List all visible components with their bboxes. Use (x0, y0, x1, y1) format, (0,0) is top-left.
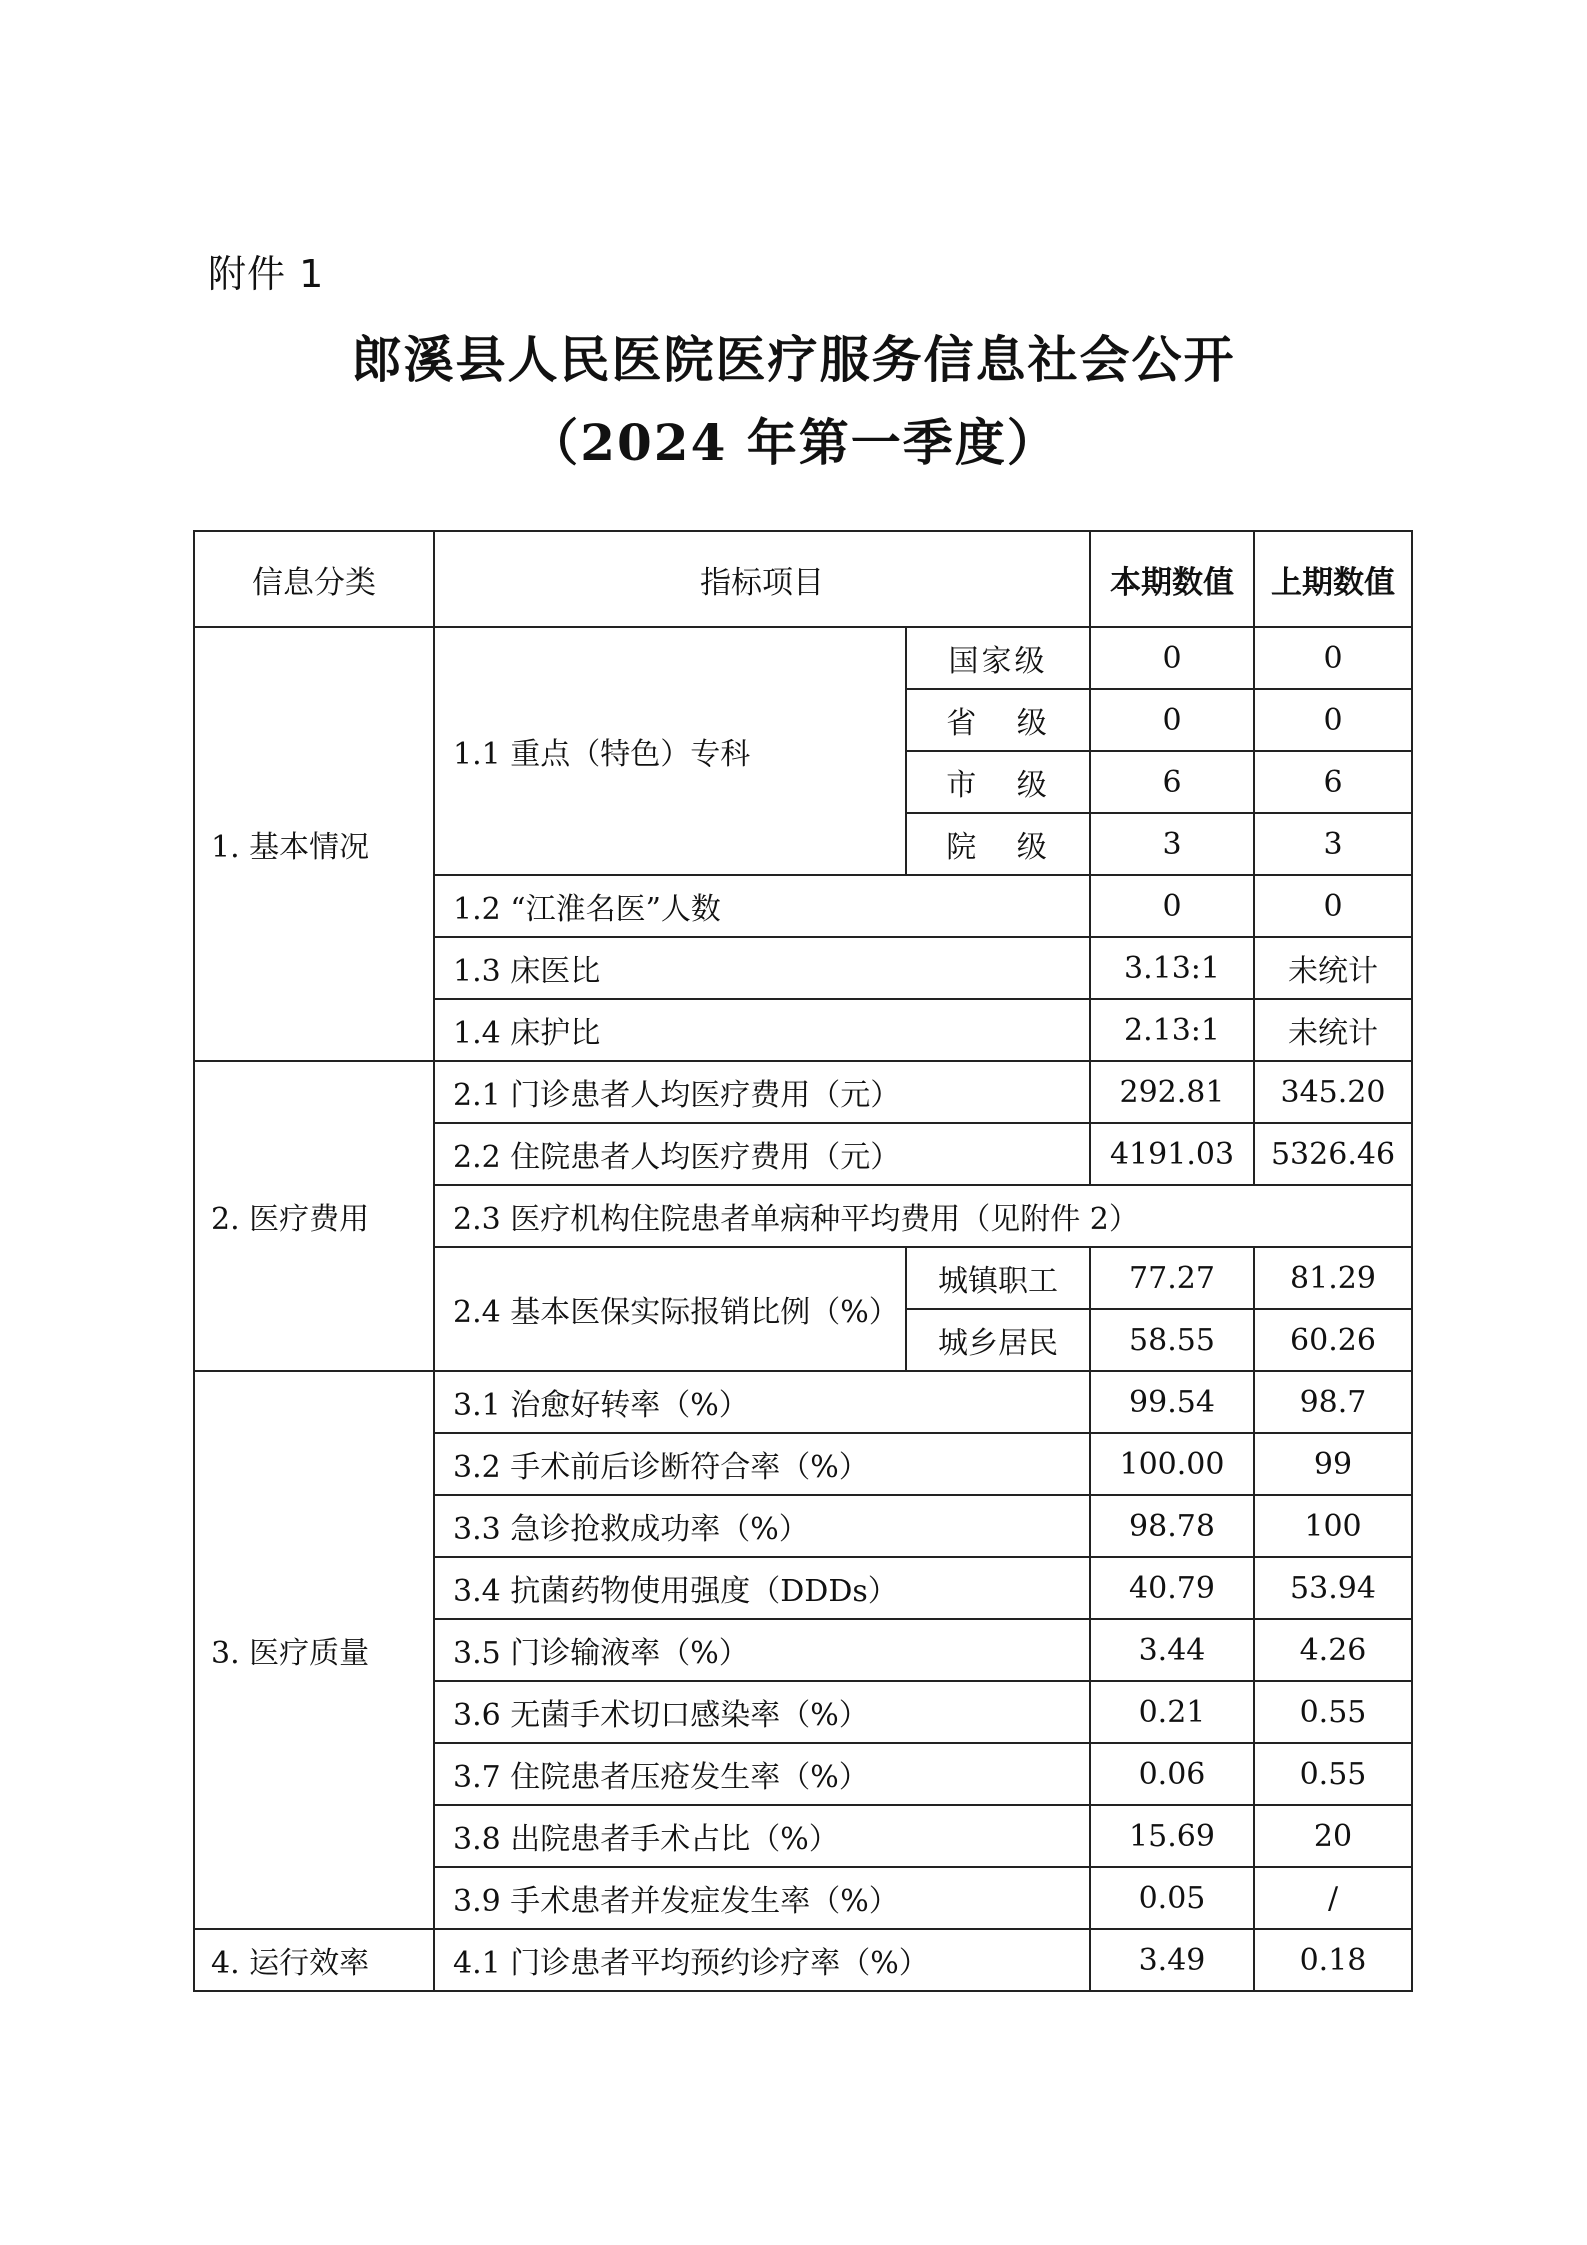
indicator-label: 3.7 住院患者压疮发生率（%） (434, 1743, 1090, 1805)
current-value: 0 (1090, 875, 1254, 937)
table-header-row (194, 531, 1412, 627)
section-medical-quality: 3. 医疗质量 (194, 1371, 434, 1929)
header-current: 本期数值 (1090, 531, 1254, 627)
current-value: 58.55 (1090, 1309, 1254, 1371)
current-value: 0 (1090, 689, 1254, 751)
current-value: 100.00 (1090, 1433, 1254, 1495)
table-row (194, 1929, 1412, 1991)
sub-label: 城镇职工 (906, 1247, 1090, 1309)
previous-value: / (1254, 1867, 1412, 1929)
current-value: 3 (1090, 813, 1254, 875)
indicator-label: 3.5 门诊输液率（%） (434, 1619, 1090, 1681)
current-value: 3.49 (1090, 1929, 1254, 1991)
indicator-label: 2.2 住院患者人均医疗费用（元） (434, 1123, 1090, 1185)
indicator-label: 3.9 手术患者并发症发生率（%） (434, 1867, 1090, 1929)
indicator-label: 1.3 床医比 (434, 937, 1090, 999)
previous-value: 0.55 (1254, 1681, 1412, 1743)
previous-value: 98.7 (1254, 1371, 1412, 1433)
table-row (194, 1061, 1412, 1123)
previous-value: 3 (1254, 813, 1412, 875)
indicator-insurance-ratio: 2.4 基本医保实际报销比例（%） (434, 1247, 906, 1371)
table-row (194, 627, 1412, 689)
previous-value: 60.26 (1254, 1309, 1412, 1371)
sub-label: 省 级 (906, 689, 1090, 751)
current-value: 0 (1090, 627, 1254, 689)
previous-value: 0.55 (1254, 1743, 1412, 1805)
indicator-label: 1.2 “江淮名医”人数 (434, 875, 1090, 937)
info-table (193, 530, 1413, 1992)
current-value: 15.69 (1090, 1805, 1254, 1867)
indicator-key-specialty: 1.1 重点（特色）专科 (434, 627, 906, 875)
current-value: 99.54 (1090, 1371, 1254, 1433)
current-value: 4191.03 (1090, 1123, 1254, 1185)
previous-value: 0 (1254, 689, 1412, 751)
indicator-single-disease-cost: 2.3 医疗机构住院患者单病种平均费用（见附件 2） (434, 1185, 1412, 1247)
sub-label: 城乡居民 (906, 1309, 1090, 1371)
current-value: 292.81 (1090, 1061, 1254, 1123)
header-previous: 上期数值 (1254, 531, 1412, 627)
previous-value: 未统计 (1254, 999, 1412, 1061)
indicator-label: 4.1 门诊患者平均预约诊疗率（%） (434, 1929, 1090, 1991)
indicator-label: 3.6 无菌手术切口感染率（%） (434, 1681, 1090, 1743)
table-row (194, 1371, 1412, 1433)
previous-value: 81.29 (1254, 1247, 1412, 1309)
current-value: 77.27 (1090, 1247, 1254, 1309)
indicator-label: 3.2 手术前后诊断符合率（%） (434, 1433, 1090, 1495)
current-value: 0.21 (1090, 1681, 1254, 1743)
document-subtitle: （2024 年第一季度） (528, 413, 1059, 472)
sub-label: 院 级 (906, 813, 1090, 875)
indicator-label: 1.4 床护比 (434, 999, 1090, 1061)
section-operating-efficiency: 4. 运行效率 (194, 1929, 434, 1991)
previous-value: 20 (1254, 1805, 1412, 1867)
previous-value: 5326.46 (1254, 1123, 1412, 1185)
previous-value: 53.94 (1254, 1557, 1412, 1619)
annex-label: 附件 1 (208, 252, 325, 296)
indicator-label: 3.3 急诊抢救成功率（%） (434, 1495, 1090, 1557)
previous-value: 6 (1254, 751, 1412, 813)
indicator-label: 2.1 门诊患者人均医疗费用（元） (434, 1061, 1090, 1123)
current-value: 6 (1090, 751, 1254, 813)
current-value: 0.05 (1090, 1867, 1254, 1929)
previous-value: 100 (1254, 1495, 1412, 1557)
sub-label: 国家级 (906, 627, 1090, 689)
current-value: 0.06 (1090, 1743, 1254, 1805)
indicator-label: 3.1 治愈好转率（%） (434, 1371, 1090, 1433)
previous-value: 0 (1254, 627, 1412, 689)
section-basic-info: 1. 基本情况 (194, 627, 434, 1061)
previous-value: 0 (1254, 875, 1412, 937)
previous-value: 345.20 (1254, 1061, 1412, 1123)
current-value: 3.44 (1090, 1619, 1254, 1681)
sub-label: 市 级 (906, 751, 1090, 813)
header-indicator: 指标项目 (434, 531, 1090, 627)
current-value: 3.13:1 (1090, 937, 1254, 999)
indicator-label: 3.8 出院患者手术占比（%） (434, 1805, 1090, 1867)
current-value: 2.13:1 (1090, 999, 1254, 1061)
previous-value: 99 (1254, 1433, 1412, 1495)
document-title: 郎溪县人民医院医疗服务信息社会公开 (351, 330, 1236, 389)
header-category: 信息分类 (194, 531, 434, 627)
previous-value: 4.26 (1254, 1619, 1412, 1681)
previous-value: 0.18 (1254, 1929, 1412, 1991)
indicator-label: 3.4 抗菌药物使用强度（DDDs） (434, 1557, 1090, 1619)
section-medical-cost: 2. 医疗费用 (194, 1061, 434, 1371)
current-value: 98.78 (1090, 1495, 1254, 1557)
current-value: 40.79 (1090, 1557, 1254, 1619)
previous-value: 未统计 (1254, 937, 1412, 999)
